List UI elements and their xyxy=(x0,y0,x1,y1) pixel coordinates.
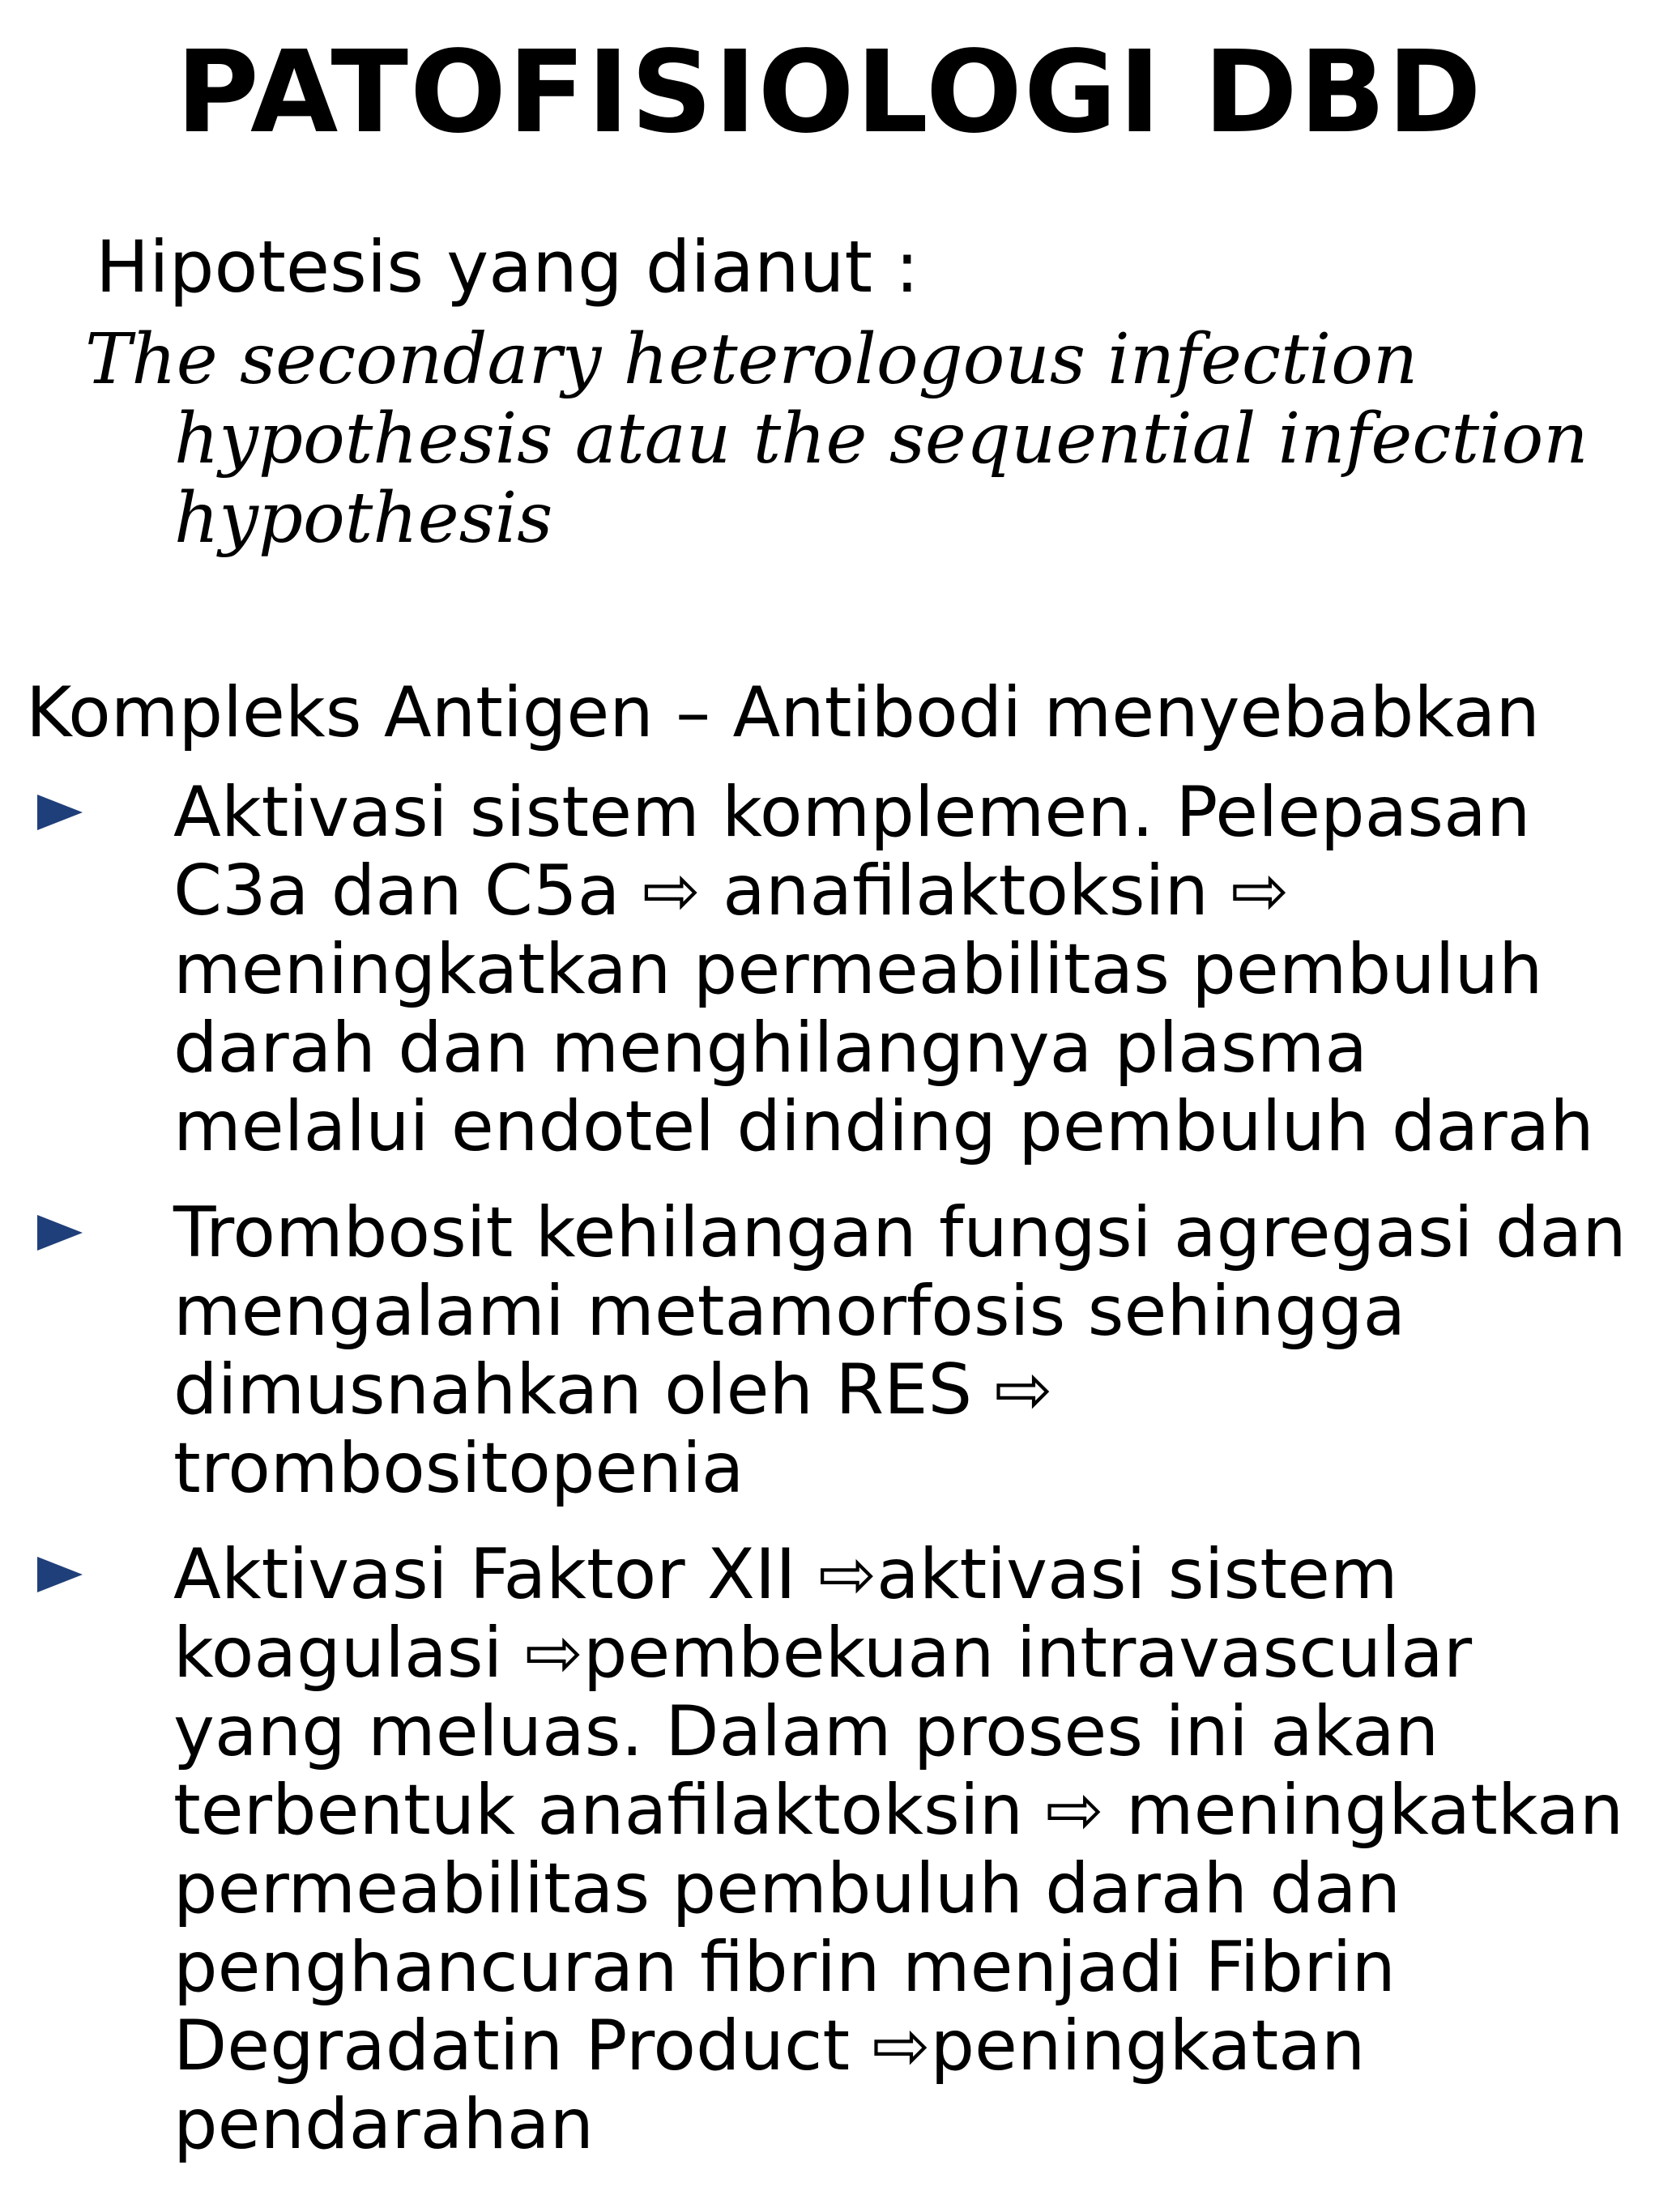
triangle-bullet-icon xyxy=(37,1557,83,1592)
bullet-item xyxy=(0,1536,1659,2164)
hypothesis-text: The secondary heterologous infection hypothesis atau the sequential infection hypothesis xyxy=(85,319,1589,559)
triangle-bullet-icon xyxy=(37,1215,83,1251)
hypothesis-label: Hipotesis yang dianut : xyxy=(96,225,919,309)
bullet-list xyxy=(0,774,1659,2192)
bullet-item xyxy=(0,1194,1659,1508)
triangle-bullet-icon xyxy=(37,795,83,830)
bullet-text: Trombosit kehilangan fungsi agregasi dan mengalami metamorfosis sehingga dimusnahkan oleh RES ⇨ trombositopenia xyxy=(173,1192,1627,1509)
intro-text: Kompleks Antigen – Antibodi menyebabkan xyxy=(26,672,1540,753)
bullet-text: Aktivasi Faktor XII ⇨aktivasi sistem koagulasi ⇨pembekuan intravascular yang meluas. Dalam proses ini akan terbentuk anafilaktoksin ⇨ meningkatkan permeabilitas pembuluh darah dan penghancuran fibrin menjadi Fibrin Degradatin Product ⇨peningkatan pendarahan xyxy=(173,1534,1624,2165)
slide-title: PATOFISIOLOGI DBD xyxy=(176,27,1483,159)
bullet-text: Aktivasi sistem komplemen. Pelepasan C3a dan C5a ⇨ anafilaktoksin ⇨ meningkatkan permeabilitas pembuluh darah dan menghilangnya plasma melalui endotel dinding pembuluh darah xyxy=(173,772,1594,1167)
bullet-item xyxy=(0,774,1659,1166)
